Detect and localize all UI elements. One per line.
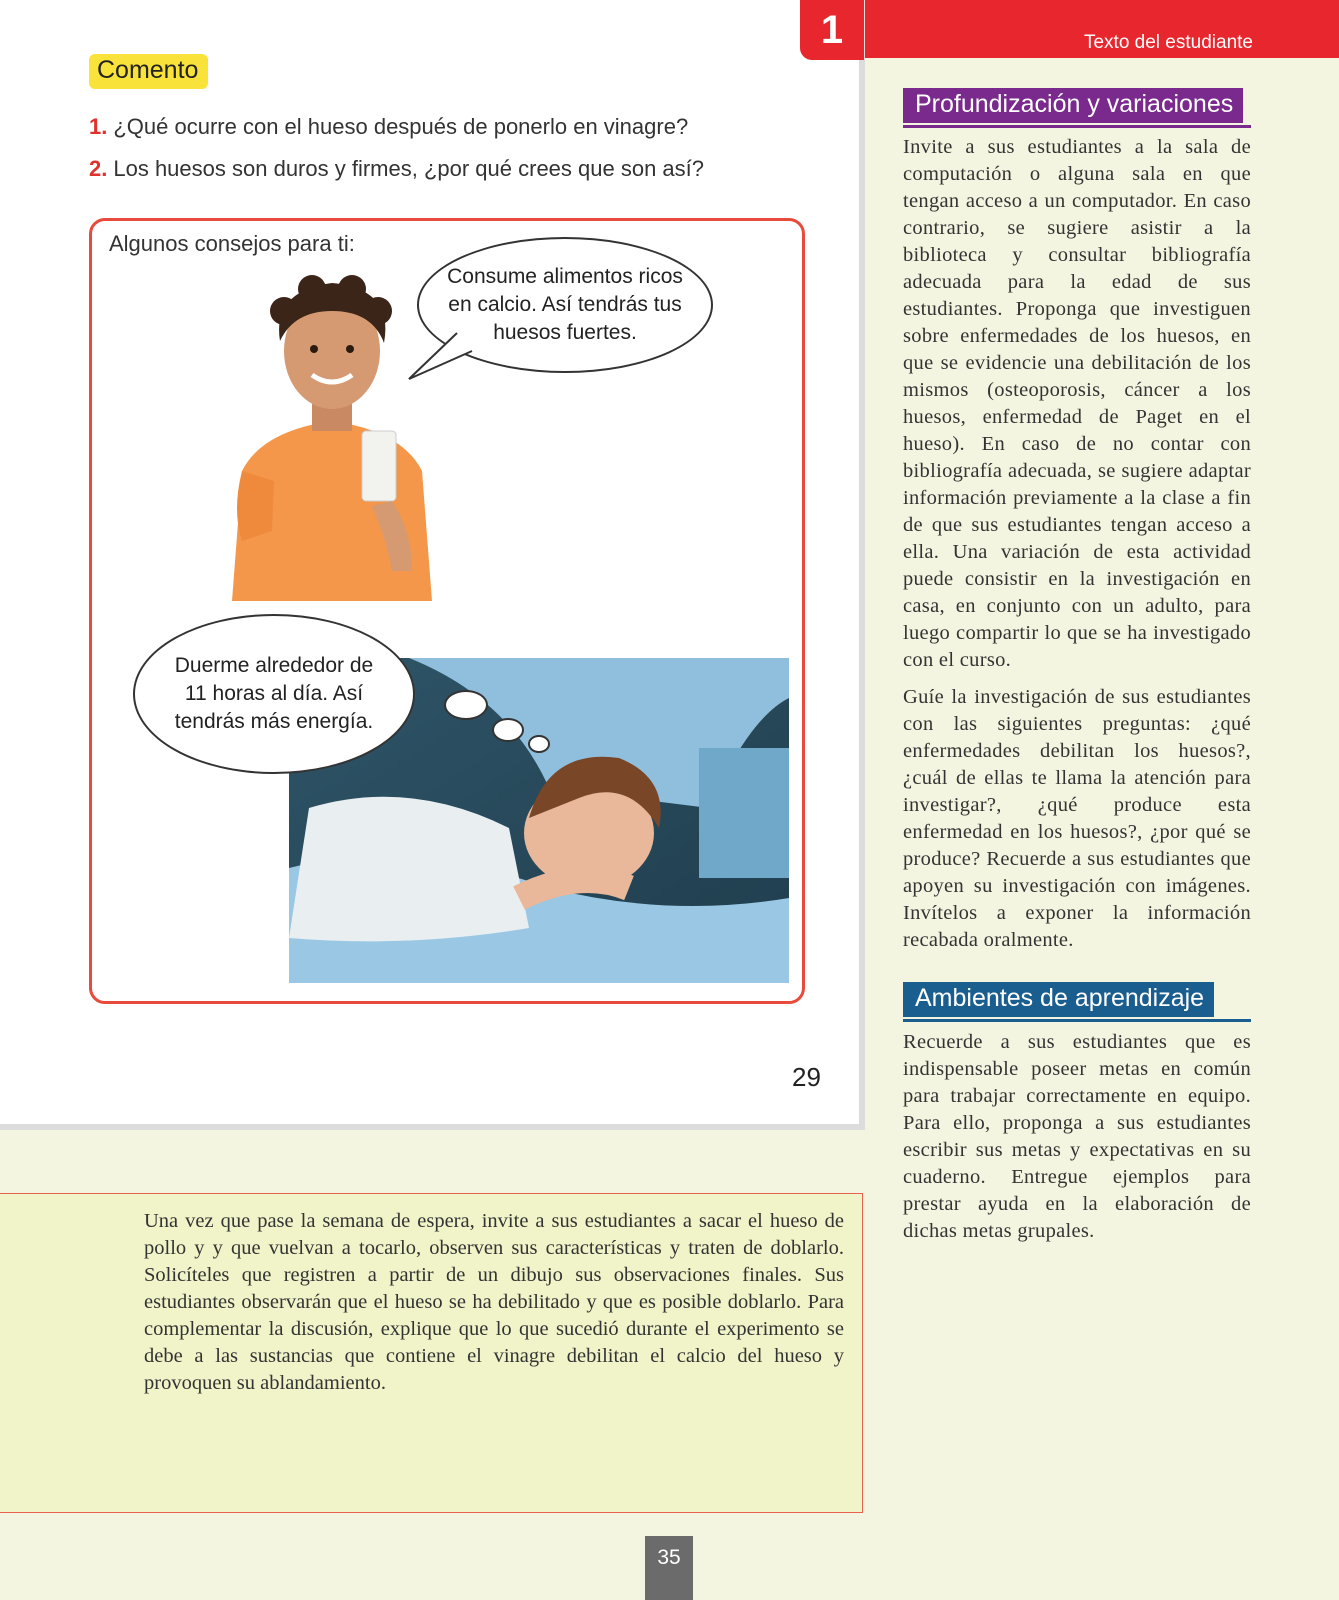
profundizacion-paragraph-2: Guíe la investigación de sus estudiantes con las siguientes preguntas: ¿qué enfermedades debilitan los huesos?, ¿cuál de ellas te llama la atención para investigar?, ¿qué produce esta enfermedad en los huesos?, ¿por qué se produce? Recuerde a sus estudiantes que apoyen su investigación con imágenes. Invítelos a exponer la información recabada oralmente. [903,686,1251,951]
thought-bubble-large [444,690,488,720]
ambientes-heading: Ambientes de aprendizaje [903,982,1214,1017]
sleep-advice-text: Duerme alrededor de 11 horas al día. Así tendrás más energía. [174,654,374,733]
student-textbook-page [0,0,865,1130]
teacher-note-box [0,1193,863,1513]
question-1-text: ¿Qué ocurre con el hueso después de ponerlo en vinagre? [113,114,689,139]
tips-box [89,218,805,1004]
boy-drinking-milk-illustration [212,271,452,601]
header-bar [865,0,1339,58]
profundizacion-heading: Profundización y variaciones [903,88,1243,123]
chapter-tab: 1 [800,0,864,60]
question-1 [89,114,688,140]
profundizacion-paragraph-1: Invite a sus estudiantes a la sala de computación o alguna sala en que tengan acceso a un computador. En caso contrario, se sugiere asistir a la biblioteca y consultar bibliografía adecuada para la edad de sus estudiantes. Proponga que investiguen sobre enfermedades de los huesos, en que se evidencie una debilitación de los mismos (osteoporosis, cáncer a los huesos, enfermedad de Paget en el hueso). En caso de no contar con bibliografía adecuada, se sugiere adaptar información previamente a la clase a fin de que sus estudiantes tengan acceso a ella. Una variación de esta actividad puede consistir en la investigación en casa, en conjunto con un adulto, para luego compartir lo que se ha investigado con el curso. [903,136,1251,671]
calcium-advice-text: Consume alimentos ricos en calcio. Así tendrás tus huesos fuertes. [447,265,683,344]
tips-title: Algunos consejos para ti: [109,231,355,256]
thought-bubble-medium [492,718,524,742]
question-2 [89,156,704,182]
question-2-text: Los huesos son duros y firmes, ¿por qué crees que son así? [113,156,705,181]
comento-label: Comento [89,54,208,89]
thought-bubble-small [528,735,550,753]
header-title: Texto del estudiante [1083,32,1253,53]
profundizacion-underline [903,125,1251,128]
sleep-advice-bubble [133,614,415,774]
question-2-number: 2. [89,156,108,181]
question-1-number: 1. [89,114,108,139]
guide-page-number: 35 [645,1536,693,1600]
speech-bubble-tail [407,331,477,381]
student-page-number: 29 [792,1062,821,1092]
teacher-note-text: Una vez que pase la semana de espera, invite a sus estudiantes a sacar el hueso de pollo y y que vuelvan a tocarlo, observen sus características y traten de doblarlo. Solicíteles que registren a partir de un dibujo sus observaciones finales. Sus estudiantes observarán que el hueso se ha debilitado y que es posible doblarlo. Para complementar la discusión, explique que lo que sucedió durante el experimento se debe a las sustancias que contiene el vinagre debilitan el calcio del hueso y provoquen su ablandamiento. [144,1210,844,1394]
ambientes-paragraph: Recuerde a sus estudiantes que es indispensable poseer metas en común para trabajar correctamente en equipo. Para ello, proponga a sus estudiantes escribir sus metas y expectativas en su cuaderno. Entregue ejemplos para prestar ayuda en la elaboración de dichas metas grupales. [903,1031,1251,1242]
ambientes-underline [903,1019,1251,1022]
